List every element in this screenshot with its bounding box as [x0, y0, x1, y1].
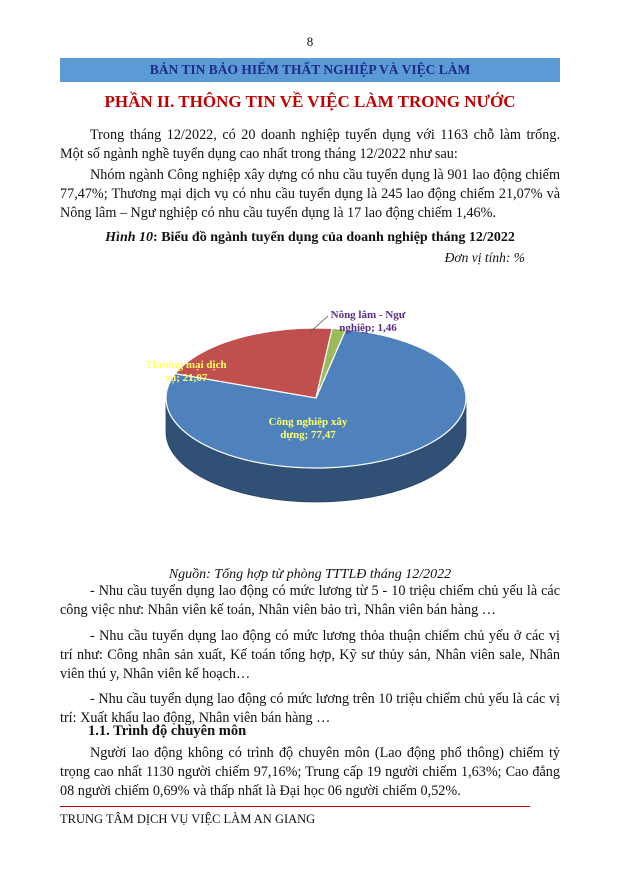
footer-divider — [60, 806, 530, 807]
salary-over-10-paragraph: - Nhu cầu tuyển dụng lao động có mức lương trên 10 triệu chiếm chủ yếu là các vị trí: Xuất khẩu lao động, Nhân viên bán hàng … — [60, 691, 560, 726]
figure-source: Nguồn: Tổng hợp từ phòng TTTLĐ tháng 12/2022 — [168, 567, 452, 582]
figure-caption-prefix: Hình 10 — [105, 230, 154, 245]
salary-negotiable-paragraph: - Nhu cầu tuyển dụng lao động có mức lương thỏa thuận chiếm chủ yếu ở các vị trí như: Công nhân sản xuất, Kế toán tổng hợp, Kỹ sư thủy sản, Nhân viên sale, Nhân viên thú y, Nhân viên kế hoạch… — [60, 628, 560, 682]
pie-data-label: Công nghiệp xây dựng; 77,47 — [268, 416, 348, 441]
figure-caption-text: : Biểu đồ ngành tuyển dụng của doanh nghiệp tháng 12/2022 — [153, 230, 515, 245]
qualification-paragraph: Người lao động không có trình độ chuyên môn (Lao động phổ thông) chiếm tỷ trọng cao nhất 1130 người chiếm 97,16%; Trung cấp 19 người chiếm 1,63%; Cao đẳng 08 người chiếm 0,69% và thấp nhất là Đại học 06 người chiếm 0,52%. — [60, 745, 560, 799]
section-title: PHẦN II. THÔNG TIN VỀ VIỆC LÀM TRONG NƯỚC — [104, 92, 516, 111]
pie-data-label: Nông lâm - Ngư nghiệp; 1,46 — [330, 309, 406, 334]
bulletin-banner: BẢN TIN BẢO HIỂM THẤT NGHIỆP VÀ VIỆC LÀM — [60, 58, 560, 82]
sectors-paragraph: Nhóm ngành Công nghiệp xây dựng có nhu cầu tuyển dụng là 901 lao động chiếm 77,47%; Thương mại dịch vụ có nhu cầu tuyển dụng là 245 lao động chiếm 21,07% và Nông lâm – Ngư nghiệp có nhu cầu tuyển dụng là 17 lao động chiếm 1,46%. — [60, 167, 560, 221]
intro-paragraph: Trong tháng 12/2022, có 20 doanh nghiệp tuyển dụng với 1163 chỗ làm trống. Một số ngành nghề tuyển dụng cao nhất trong tháng 12/2022 như sau: — [60, 127, 560, 162]
footer-text: TRUNG TÂM DỊCH VỤ VIỆC LÀM AN GIANG — [60, 812, 316, 826]
pie-chart — [90, 270, 530, 560]
unit-label: Đơn vị tính: % — [444, 250, 525, 265]
salary-5-10-paragraph: - Nhu cầu tuyển dụng lao động có mức lương từ 5 - 10 triệu chiếm chủ yếu là các công việc như: Nhân viên kế toán, Nhân viên bảo trì, Nhân viên bán hàng … — [60, 583, 560, 618]
page-number: 8 — [306, 34, 314, 49]
figure-caption — [60, 230, 560, 246]
qualification-heading: 1.1. Trình độ chuyên môn — [88, 723, 247, 739]
pie-data-label: Thương mại dịch vụ; 21,07 — [145, 359, 227, 384]
